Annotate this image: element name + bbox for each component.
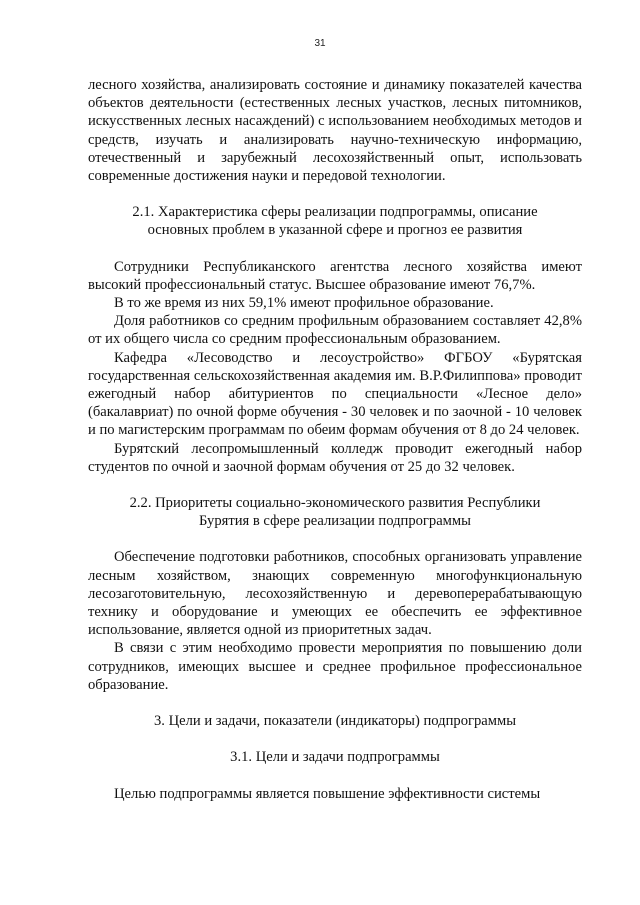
section-2-1-heading-line-2: основных проблем в указанной сфере и прогноз ее развития xyxy=(147,222,523,239)
section-3-heading: 3. Цели и задачи, показатели (индикаторы) подпрограммы xyxy=(153,713,517,730)
section-2-1-heading xyxy=(88,203,582,239)
section-2-1-heading-line-1: 2.1. Характеристика сферы реализации подпрограммы, описание xyxy=(132,204,538,221)
section-2-1-paragraph: Доля работников со средним профильным образованием составляет 42,8% от их общего числа со средним профессиональным образованием. xyxy=(88,313,582,348)
section-2-1-paragraph: Сотрудники Республиканского агентства лесного хозяйства имеют высокий профессиональный статус. Высшее образование имеют 76,7%. xyxy=(88,258,582,293)
section-3-1-paragraph: Целью подпрограммы является повышение эффективности системы xyxy=(114,785,541,802)
section-2-1-paragraph: Бурятский лесопромышленный колледж проводит ежегодный набор студентов по очной и заочной формам обучения от 25 до 32 человек. xyxy=(88,440,582,475)
section-2-2-paragraph: В связи с этим необходимо провести мероприятия по повышению доли сотрудников, имеющих высшее и среднее профильное профессиональное образование. xyxy=(88,640,582,693)
section-2-1-paragraph: В то же время из них 59,1% имеют профильное образование. xyxy=(114,295,494,312)
section-2-2-heading-line-1: 2.2. Приоритеты социально-экономического развития Республики xyxy=(129,495,541,512)
section-2-2-paragraph: Обеспечение подготовки работников, способных организовать управление лесным хозяйством, знающих современную многофункциональную лесозаготовительную, лесохозяйственную и деревоперерабатывающую технику и оборудование и умеющих ее обеспечить ее эффективное использование, является одной из приоритетных задач. xyxy=(88,549,582,639)
page-content xyxy=(88,76,582,803)
section-2-1-paragraph: Кафедра «Лесоводство и лесоустройство» ФГБОУ «Бурятская государственная сельскохозяйственная академия им. В.Р.Филиппова» проводит ежегодный набор абитуриентов по специальности «Лесное дело» (бакалавриат) по очной форме обучения - 30 человек и по заочной - 10 человек и по магистерским программам по обеим формам обучения от 8 до 24 человек. xyxy=(88,349,582,439)
section-2-2-heading xyxy=(88,494,582,530)
intro-paragraph: лесного хозяйства, анализировать состояние и динамику показателей качества объектов деятельности (естественных лесных участков, лесных питомников, искусственных лесных насаждений) с использованием необходимых методов и средств, изучать и анализировать научно-техническую информацию, отечественный и зарубежный лесохозяйственный опыт, использовать современные достижения науки и передовой технологии. xyxy=(88,77,582,185)
section-3-1-heading: 3.1. Цели и задачи подпрограммы xyxy=(230,749,440,766)
section-2-2-heading-line-2: Бурятия в сфере реализации подпрограммы xyxy=(199,513,471,530)
page-number: 31 xyxy=(314,38,326,49)
